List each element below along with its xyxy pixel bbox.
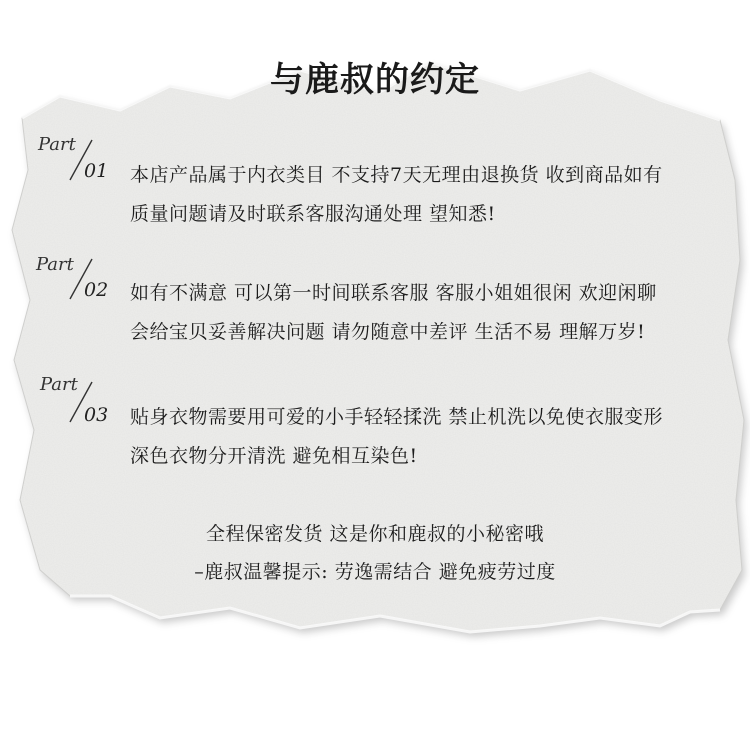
part-text-line: 质量问题请及时联系客服沟通处理 望知悉! (130, 203, 496, 225)
part-number: 02 (84, 279, 109, 301)
part-text (130, 156, 730, 234)
part-label: Part (38, 134, 76, 155)
part-text (130, 398, 730, 476)
part-number: 03 (84, 404, 109, 426)
part-label: Part (36, 254, 74, 275)
page-title: 与鹿叔的约定 (270, 60, 480, 100)
closing-line-1: 全程保密发货 这是你和鹿叔的小秘密哦 (205, 523, 545, 545)
part-text-line: 会给宝贝妥善解决问题 请勿随意中差评 生活不易 理解万岁! (130, 321, 646, 343)
closing-line-2: –鹿叔温馨提示: 劳逸需结合 避免疲劳过度 (194, 561, 556, 583)
part-text-line: 如有不满意 可以第一时间联系客服 客服小姐姐很闲 欢迎闲聊 (130, 282, 657, 304)
part-number: 01 (84, 160, 109, 182)
part-text-line: 本店产品属于内衣类目 不支持7天无理由退换货 收到商品如有 (130, 164, 663, 186)
part-text (130, 274, 730, 352)
part-text-line: 贴身衣物需要用可爱的小手轻轻揉洗 禁止机洗以免使衣服变形 (130, 406, 664, 428)
part-label: Part (40, 374, 78, 395)
part-text-line: 深色衣物分开清洗 避免相互染色! (130, 445, 418, 467)
